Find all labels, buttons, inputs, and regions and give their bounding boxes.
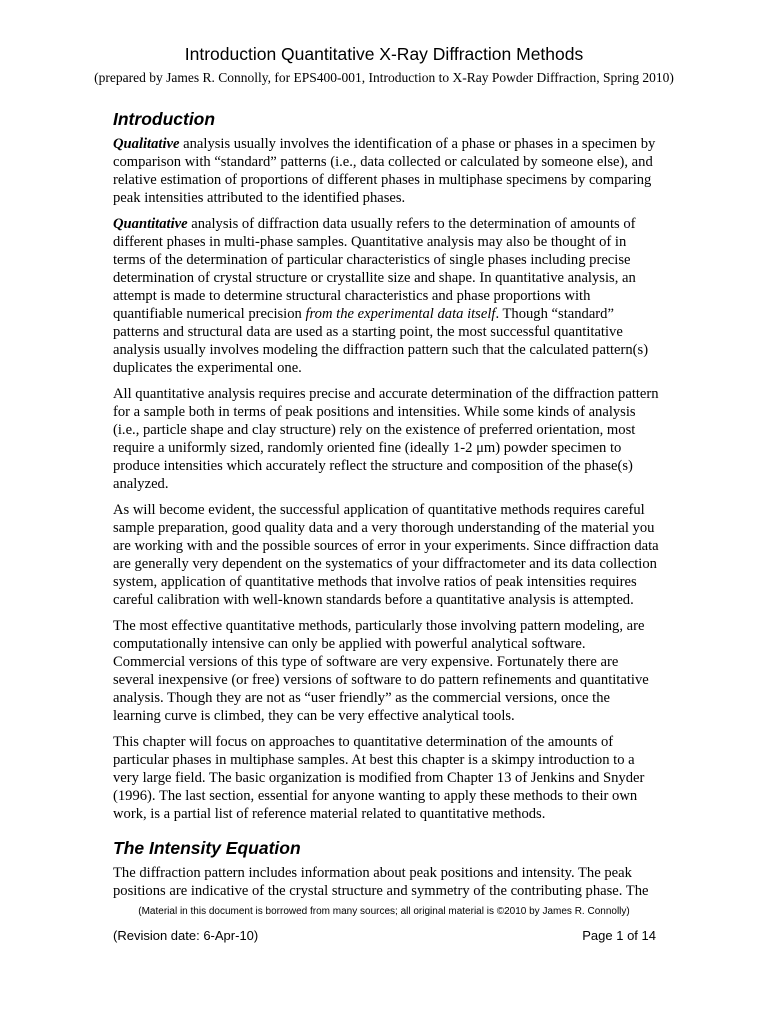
paragraph-text: analysis of diffraction data usually refers to the determination of amounts of different phases in multi-phase samples. Quantitative analysis may also be thought of in terms of the determination of particular characteristics of single phases including precise determination of crystal structure or crystallite size and shape. In quantitative analysis, an attempt is made to determine structural characteristics and phase proportions with quantifiable numerical precision (113, 216, 636, 322)
document-body (113, 108, 659, 908)
emphasized-phrase: from the experimental data itself (305, 306, 496, 322)
paragraph-sample-prep: As will become evident, the successful application of quantitative methods requires careful sample preparation, good quality data and a very thorough understanding of the material you are working with and the possible sources of error in your experiments. Since diffraction data are generally very dependent on the systematics of your diffractometer and its data collection system, application of quantitative methods that involve ratios of peak intensities requires careful calibration with well-known standards before a quantitative analysis is attempted. (113, 502, 659, 608)
paragraph-lead-term: Qualitative (113, 136, 180, 152)
paragraph-qualitative (113, 135, 659, 207)
paragraph-text: analysis usually involves the identification of a phase or phases in a specimen by comparison with “standard” patterns (i.e., data collected or calculated by someone else), and relative estimation of proportions of different phases in multiphase specimens by comparing peak intensities attributed to the identified phases. (113, 136, 656, 206)
paragraph-lead-term: Quantitative (113, 216, 188, 232)
page-number: Page 1 of 14 (582, 928, 656, 943)
paragraph-text: . Though “standard” patterns and structural data are used as a starting point, the most successful quantitative analysis usually involves modeling the diffraction pattern such that the calculated pattern(s) duplicates the experimental one. (113, 306, 649, 376)
revision-date: (Revision date: 6-Apr-10) (113, 928, 259, 943)
paragraph-precision: All quantitative analysis requires precise and accurate determination of the diffraction pattern for a sample both in terms of peak positions and intensities. While some kinds of analysis (i.e., particle shape and clay structure) rely on the existence of preferred orientation, most require a uniformly sized, randomly oriented fine (ideally 1-2 μm) powder specimen to produce intensities which accurately reflect the structure and composition of the phase(s) analyzed. (113, 386, 659, 492)
document-subtitle: (prepared by James R. Connolly, for EPS400-001, Introduction to X-Ray Powder Diffraction, Spring 2010) (94, 70, 674, 85)
section-heading-introduction: Introduction (113, 109, 216, 129)
section-heading-intensity-equation: The Intensity Equation (113, 838, 301, 858)
copyright-note: (Material in this document is borrowed from many sources; all original material is ©2010 by James R. Connolly) (138, 906, 630, 917)
paragraph-quantitative (113, 215, 659, 377)
paragraph-intensity: The diffraction pattern includes information about peak positions and intensity. The peak positions are indicative of the crystal structure and symmetry of the contributing phase. The (113, 865, 649, 899)
paragraph-chapter-focus: This chapter will focus on approaches to quantitative determination of the amounts of particular phases in multiphase samples. At best this chapter is a skimpy introduction to a very large field. The basic organization is modified from Chapter 13 of Jenkins and Snyder (1996). The last section, essential for anyone wanting to apply these methods to their own work, is a partial list of reference material related to quantitative methods. (113, 734, 645, 822)
document-title: Introduction Quantitative X-Ray Diffraction Methods (184, 44, 584, 64)
paragraph-software: The most effective quantitative methods, particularly those involving pattern modeling, are computationally intensive can only be applied with powerful analytical software. Commercial versions of this type of software are very expensive. Fortunately there are several inexpensive (or free) versions of software to do pattern refinements and quantitative analysis. Though they are not as “user friendly” as the commercial versions, once the learning curve is climbed, they can be very effective analytical tools. (113, 618, 649, 724)
